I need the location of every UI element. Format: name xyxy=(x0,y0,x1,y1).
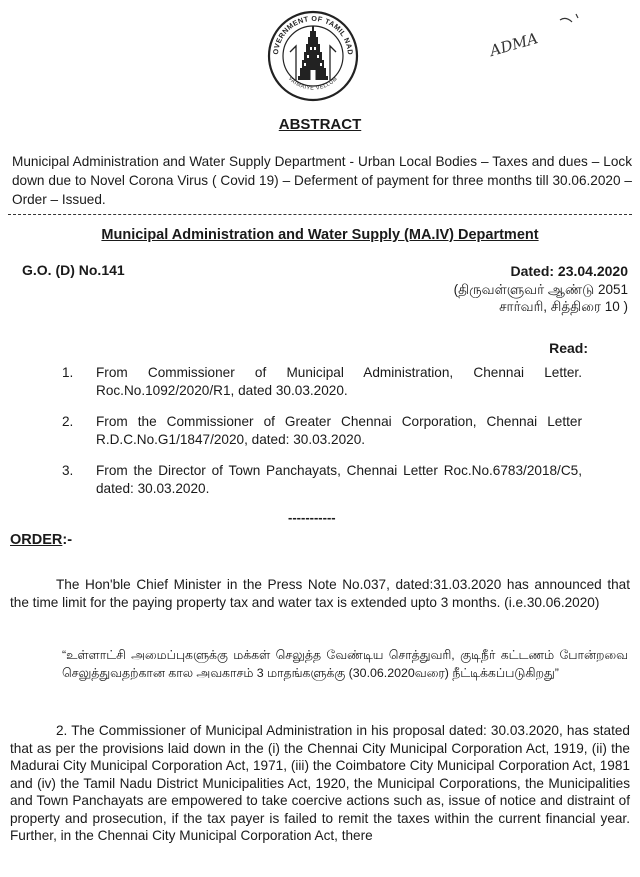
abstract-subject: Municipal Administration and Water Supply Department - Urban Local Bodies – Taxes and dues – Lock down due to Novel Corona Virus ( Covid 19) – Deferment of payment for three months till 30.06.2020 – Order – Issued. xyxy=(12,154,632,207)
tamil-date-line-1: (திருவள்ளுவர் ஆண்டு 2051 xyxy=(453,282,628,297)
dated-block xyxy=(454,262,628,315)
reference-separator: ----------- xyxy=(288,510,336,525)
go-number: G.O. (D) No.141 xyxy=(22,262,125,278)
order-paragraph-1 xyxy=(10,576,630,611)
reference-text: From Commissioner of Municipal Administration, Chennai Letter. Roc.No.1092/2020/R1, dated 30.03.2020. xyxy=(96,365,582,398)
reference-number: 1. xyxy=(62,365,74,380)
reference-number: 3. xyxy=(62,463,74,478)
abstract-title: ABSTRACT xyxy=(278,116,362,133)
order-paragraph-2 xyxy=(10,722,630,845)
reference-text: From the Director of Town Panchayats, Chennai Letter Roc.No.6783/2018/C5, dated: 30.03.2020. xyxy=(96,463,582,496)
order-label-suffix: :- xyxy=(62,532,73,548)
handwritten-note xyxy=(476,8,586,58)
read-label: Read: xyxy=(549,340,588,356)
reference-item xyxy=(62,413,582,449)
tamil-date-line-2: சார்வரி, சித்திரை 10 ) xyxy=(499,299,628,314)
reference-item xyxy=(62,364,582,400)
order-heading xyxy=(10,532,72,548)
emblem-ring-text: OVERNMENT OF TAMIL NAD xyxy=(270,13,356,56)
tamil-press-note-quote: “உள்ளாட்சி அமைப்புகளுக்கு மக்கள் செலுத்த வேண்டிய சொத்துவரி, குடிநீர் கட்டணம் போன்றவை செலுத்துவதற்கான கால அவகாசம் 3 மாதங்களுக்கு (30.06.2020வரை) நீட்டிக்கப்படுகிறது” xyxy=(62,648,628,680)
dated-text: Dated: 23.04.2020 xyxy=(510,263,628,279)
reference-text: From the Commissioner of Greater Chennai Corporation, Chennai Letter R.D.C.No.G1/1847/2020, dated: 30.03.2020. xyxy=(96,414,582,447)
dashed-divider xyxy=(8,214,632,215)
emblem-motto-text: VAIMAIYE VELLUM xyxy=(286,75,340,92)
handwritten-note-text: ADMA xyxy=(487,29,540,58)
reference-number: 2. xyxy=(62,414,74,429)
order-paragraph-2-text: 2. The Commissioner of Municipal Administration in his proposal dated: 30.03.2020, has stated that as per the provisions laid down in the (i) the Chennai City Municipal Corporation Act, 1919, (ii) the Madurai City Municipal Corporation Act, 1971, (iii) the Coimbatore City Municipal Corporation Act, 1981 and (iv) the Tamil Nadu District Municipalities Act, 1920, the Municipal Corporations, the Municipalities and Town Panchayats are empowered to take coercive actions such as, issue of notice and distraint of property and prosecution, if the tax payer is failed to remit the taxes within the current financial year. Further, in the Chennai City Municipal Corporation Act, there xyxy=(10,723,630,843)
reference-item xyxy=(62,462,582,498)
department-title: Municipal Administration and Water Supply (MA.IV) Department xyxy=(101,227,539,243)
order-paragraph-1-text: The Hon'ble Chief Minister in the Press Note No.037, dated:31.03.2020 has announced that the time limit for the paying property tax and water tax is extended upto 3 months. (i.e.30.06.2020) xyxy=(10,577,630,610)
order-label: ORDER xyxy=(10,532,63,548)
tamil-nadu-government-emblem-icon xyxy=(266,6,360,104)
reference-list xyxy=(62,364,582,511)
